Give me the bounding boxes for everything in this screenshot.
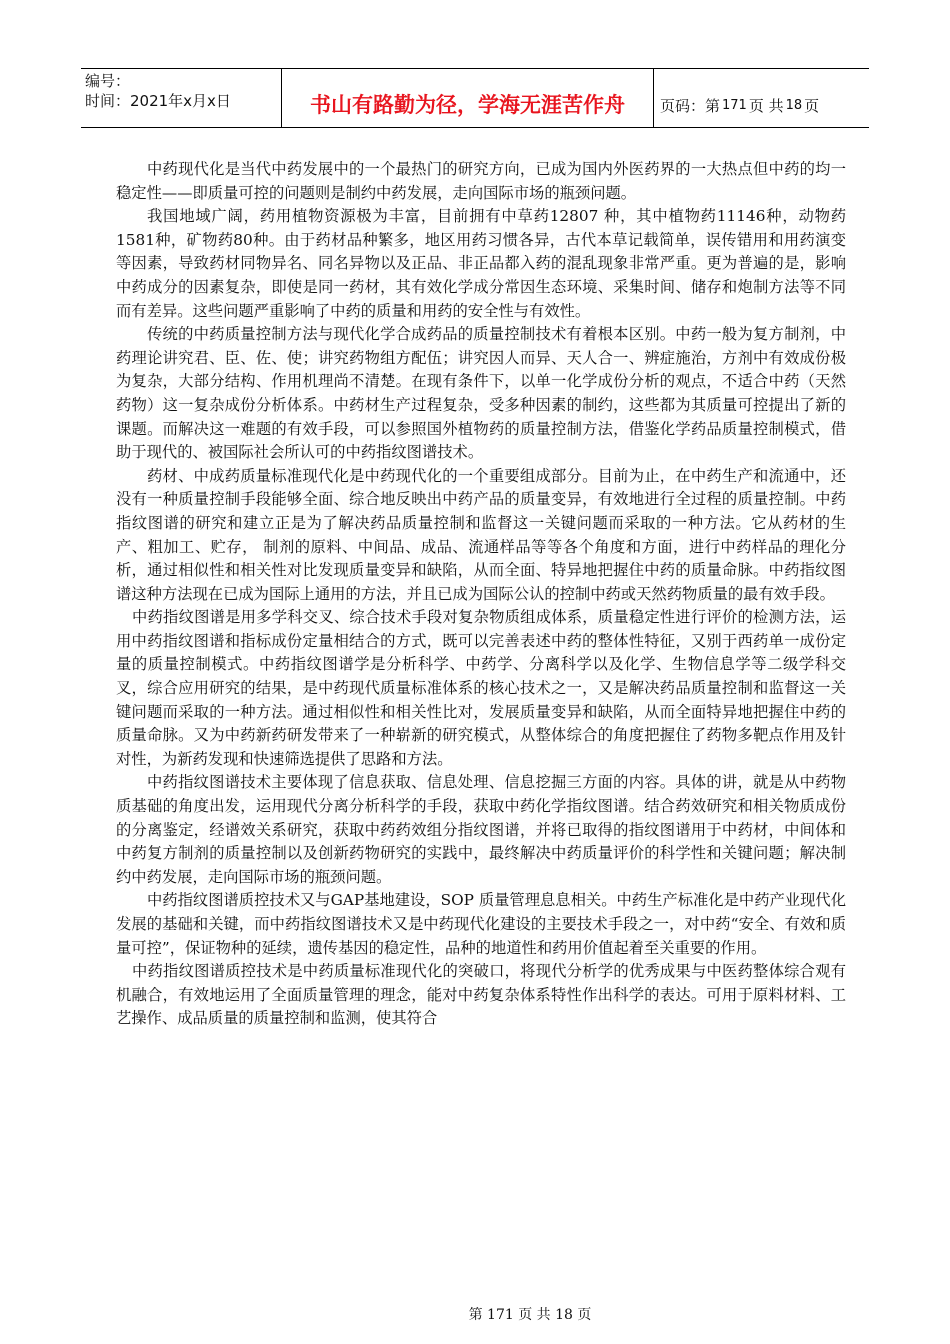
paragraph-5: 中药指纹图谱是用多学科交叉、综合技术手段对复杂物质组成体系，质量稳定性进行评价的检测方法，运用中药指纹图谱和指标成份定量相结合的方式，既可以完善表述中药的整体性特征，又别于西药单一成份定量的质量控制模式。中药指纹图谱学是分析科学、中药学、分离科学以及化学、生物信息学等二级学科交叉，综合应用研究的结果，是中药现代质量标准体系的核心技术之一，又是解决药品质量控制和监督这一关键问题而采取的一种方法。通过相似性和相关性比对，发展质量变异和缺陷，从而全面特异地把握住中药的质量命脉。又为中药新药研发带来了一种崭新的研究模式，从整体综合的角度把握住了药物多靶点作用及针对性，为新药发现和快速筛选提供了思路和方法。 (116, 608, 846, 768)
footer-total-pages: 18 (555, 1307, 573, 1323)
footer-current-page: 171 (487, 1307, 514, 1323)
document-body (116, 158, 846, 1031)
document-date: 时间：2021年x月x日 (85, 92, 231, 110)
header-motto: 书山有路勤为径，学海无涯苦作舟 (282, 69, 654, 127)
page-total: 18 (785, 97, 803, 113)
page-footer (0, 1304, 950, 1324)
page-current: 171 (722, 97, 747, 113)
paragraph-6: 中药指纹图谱技术主要体现了信息获取、信息处理、信息挖掘三方面的内容。具体的讲，就是从中药物质基础的角度出发，运用现代分离分析科学的手段，获取中药化学指纹图谱。结合药效研究和相关物质成份的分离鉴定，经谱效关系研究，获取中药药效组分指纹图谱，并将已取得的指纹图谱用于中药材，中间体和中药复方制剂的质量控制以及创新药物研究的实践中，最终解决中药质量评价的科学性和关键问题；解决制约中药发展，走向国际市场的瓶颈问题。 (116, 773, 846, 886)
page-prefix: 页码：第 (660, 96, 721, 115)
paragraph-1: 中药现代化是当代中药发展中的一个最热门的研究方向，已成为国内外医药界的一大热点但中药的均一稳定性——即质量可控的问题则是制约中药发展，走向国际市场的瓶颈问题。 (116, 160, 846, 202)
paragraph-8: 中药指纹图谱质控技术是中药质量标准现代化的突破口，将现代分析学的优秀成果与中医药整体综合观有机融合，有效地运用了全面质量管理的理念，能对中药复杂体系特性作出科学的表达。可用于原料材料、工艺操作、成品质量的质量控制和监测，使其符合 (116, 962, 846, 1028)
header-meta (81, 69, 282, 127)
page-suffix: 页 (804, 96, 820, 115)
paragraph-7: 中药指纹图谱质控技术又与GAP基地建设，SOP 质量管理息息相关。中药生产标准化是中药产业现代化发展的基础和关键，而中药指纹图谱技术又是中药现代化建设的主要技术手段之一，对中药“安全、有效和质量可控”，保证物种的延续，遗传基因的稳定性，品种的地道性和药用价值起着至关重要的作用。 (116, 891, 846, 957)
paragraph-4: 药材、中成药质量标准现代化是中药现代化的一个重要组成部分。目前为止，在中药生产和流通中，还没有一种质量控制手段能够全面、综合地反映出中药产品的质量变异，有效地进行全过程的质量控制。中药指纹图谱的研究和建立正是为了解决药品质量控制和监督这一关键问题而采取的一种方法。它从药材的生产、粗加工、贮存， 制剂的原料、中间品、成品、流通样品等等各个角度和方面，进行中药样品的理化分析，通过相似性和相关性对比发现质量变异和缺陷，从而全面、特异地把握住中药的质量命脉。中药指纹图谱这种方法现在已成为国际上通用的方法，并且已成为国际公认的控制中药或天然药物质量的最有效手段。 (116, 466, 846, 603)
footer-prefix: 第 (468, 1307, 483, 1323)
footer-suffix: 页 (577, 1307, 592, 1323)
page-mid: 页 共 (748, 96, 784, 115)
page-header (81, 68, 869, 128)
paragraph-3: 传统的中药质量控制方法与现代化学合成药品的质量控制技术有着根本区别。中药一般为复方制剂，中药理论讲究君、臣、佐、使；讲究药物组方配伍；讲究因人而异、天人合一、辨症施治，方剂中有效成份极为复杂，大部分结构、作用机理尚不清楚。在现有条件下，以单一化学成份分析的观点，不适合中药（天然药物）这一复杂成份分析体系。中药材生产过程复杂，受多种因素的制约，这些都为其质量可控提出了新的课题。而解决这一难题的有效手段，可以参照国外植物药的质量控制方法，借鉴化学药品质量控制模式，借助于现代的、被国际社会所认可的中药指纹图谱技术。 (116, 325, 846, 462)
header-page-info (654, 69, 869, 127)
footer-mid: 页 共 (518, 1307, 551, 1323)
document-number-label: 编号： (85, 72, 131, 90)
paragraph-2: 我国地域广阔，药用植物资源极为丰富，目前拥有中草药12807 种，其中植物药11146种，动物药1581种，矿物药80种。由于药材品种繁多，地区用药习惯各异，古代本草记载简单，误传错用和用药演变等因素，导致药材同物异名、同名异物以及正品、非正品都入药的混乱现象非常严重。更为普遍的是，影响中药成分的因素复杂，即使是同一药材，其有效化学成分常因生态环境、采集时间、储存和炮制方法等不同而有差异。这些问题严重影响了中药的质量和用药的安全性与有效性。 (116, 207, 846, 320)
